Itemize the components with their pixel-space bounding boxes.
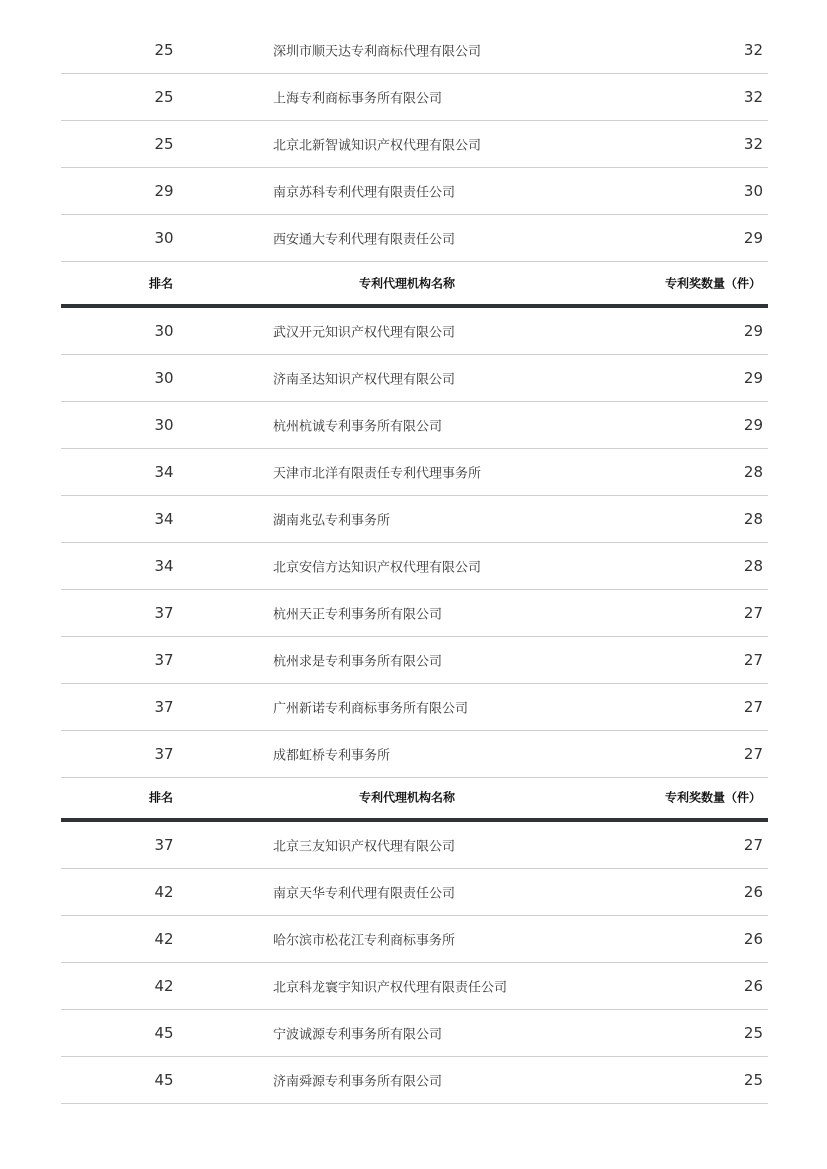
header-count-label: 专利奖数量（件）: [664, 790, 761, 805]
agency-name-cell: 济南圣达知识产权代理有限公司: [273, 372, 456, 388]
award-count-cell: 32: [743, 41, 763, 59]
agency-name-cell: 南京苏科专利代理有限责任公司: [273, 185, 456, 201]
table-row: [61, 1057, 768, 1104]
agency-name-cell: 北京安信方达知识产权代理有限公司: [273, 560, 482, 576]
table-header: [61, 262, 768, 308]
rank-cell: 30: [154, 322, 174, 340]
award-count-cell: 32: [743, 88, 763, 106]
table-row: [61, 496, 768, 543]
rank-cell: 34: [154, 463, 174, 481]
table-row: [61, 963, 768, 1010]
rank-cell: 37: [154, 745, 174, 763]
agency-name-cell: 北京北新智诚知识产权代理有限公司: [273, 138, 482, 154]
agency-name-cell: 宁波诚源专利事务所有限公司: [273, 1027, 443, 1043]
award-count-cell: 32: [743, 135, 763, 153]
table-row: [61, 27, 768, 74]
award-count-cell: 26: [743, 883, 763, 901]
agency-name-cell: 北京三友知识产权代理有限公司: [273, 839, 456, 855]
agency-name-cell: 杭州天正专利事务所有限公司: [273, 607, 443, 623]
table-row: [61, 1010, 768, 1057]
header-name-label: 专利代理机构名称: [359, 790, 456, 805]
table-row: [61, 869, 768, 916]
table-row: [61, 590, 768, 637]
award-count-cell: 25: [743, 1024, 763, 1042]
rank-cell: 37: [154, 604, 174, 622]
table-row: [61, 684, 768, 731]
award-count-cell: 27: [743, 836, 763, 854]
award-count-cell: 30: [743, 182, 763, 200]
agency-name-cell: 广州新诺专利商标事务所有限公司: [273, 701, 469, 717]
agency-name-cell: 杭州求是专利事务所有限公司: [273, 654, 443, 670]
award-count-cell: 28: [743, 557, 763, 575]
table-row: [61, 402, 768, 449]
table-row: [61, 731, 768, 778]
agency-name-cell: 成都虹桥专利事务所: [273, 748, 391, 764]
header-rank-label: 排名: [149, 790, 174, 805]
rank-cell: 45: [154, 1071, 174, 1089]
table-row: [61, 449, 768, 496]
rank-cell: 37: [154, 651, 174, 669]
agency-name-cell: 西安通大专利代理有限责任公司: [273, 232, 456, 248]
agency-name-cell: 武汉开元知识产权代理有限公司: [273, 325, 456, 341]
award-count-cell: 26: [743, 930, 763, 948]
rank-cell: 37: [154, 836, 174, 854]
rank-cell: 30: [154, 369, 174, 387]
award-count-cell: 25: [743, 1071, 763, 1089]
table-row: [61, 308, 768, 355]
award-count-cell: 26: [743, 977, 763, 995]
agency-name-cell: 天津市北洋有限责任专利代理事务所: [273, 466, 482, 482]
award-count-cell: 27: [743, 651, 763, 669]
rank-cell: 30: [154, 416, 174, 434]
header-name-label: 专利代理机构名称: [359, 276, 456, 291]
table-row: [61, 74, 768, 121]
rank-cell: 37: [154, 698, 174, 716]
award-count-cell: 28: [743, 463, 763, 481]
award-count-cell: 29: [743, 322, 763, 340]
rank-cell: 45: [154, 1024, 174, 1042]
rank-cell: 25: [154, 41, 174, 59]
table-row: [61, 215, 768, 262]
rank-cell: 34: [154, 510, 174, 528]
agency-name-cell: 深圳市顺天达专利商标代理有限公司: [273, 44, 482, 60]
table-row: [61, 121, 768, 168]
table-row: [61, 822, 768, 869]
table-row: [61, 355, 768, 402]
agency-name-cell: 杭州杭诚专利事务所有限公司: [273, 419, 443, 435]
award-count-cell: 29: [743, 229, 763, 247]
award-count-cell: 29: [743, 416, 763, 434]
table-row: [61, 916, 768, 963]
agency-name-cell: 济南舜源专利事务所有限公司: [273, 1074, 443, 1090]
table-row: [61, 637, 768, 684]
agency-name-cell: 上海专利商标事务所有限公司: [273, 91, 443, 107]
agency-name-cell: 湖南兆弘专利事务所: [273, 513, 391, 529]
award-count-cell: 27: [743, 745, 763, 763]
rank-cell: 25: [154, 88, 174, 106]
award-count-cell: 29: [743, 369, 763, 387]
table-row: [61, 168, 768, 215]
rank-cell: 34: [154, 557, 174, 575]
rank-cell: 25: [154, 135, 174, 153]
agency-name-cell: 哈尔滨市松花江专利商标事务所: [273, 933, 456, 949]
rank-cell: 29: [154, 182, 174, 200]
rank-cell: 30: [154, 229, 174, 247]
rank-cell: 42: [154, 930, 174, 948]
rank-cell: 42: [154, 977, 174, 995]
rank-cell: 42: [154, 883, 174, 901]
header-count-label: 专利奖数量（件）: [664, 276, 761, 291]
award-count-cell: 27: [743, 604, 763, 622]
award-count-cell: 27: [743, 698, 763, 716]
agency-name-cell: 南京天华专利代理有限责任公司: [273, 886, 456, 902]
agency-name-cell: 北京科龙寰宇知识产权代理有限责任公司: [273, 980, 508, 996]
table-header: [61, 776, 768, 822]
header-rank-label: 排名: [149, 276, 174, 291]
table-row: [61, 543, 768, 590]
award-count-cell: 28: [743, 510, 763, 528]
